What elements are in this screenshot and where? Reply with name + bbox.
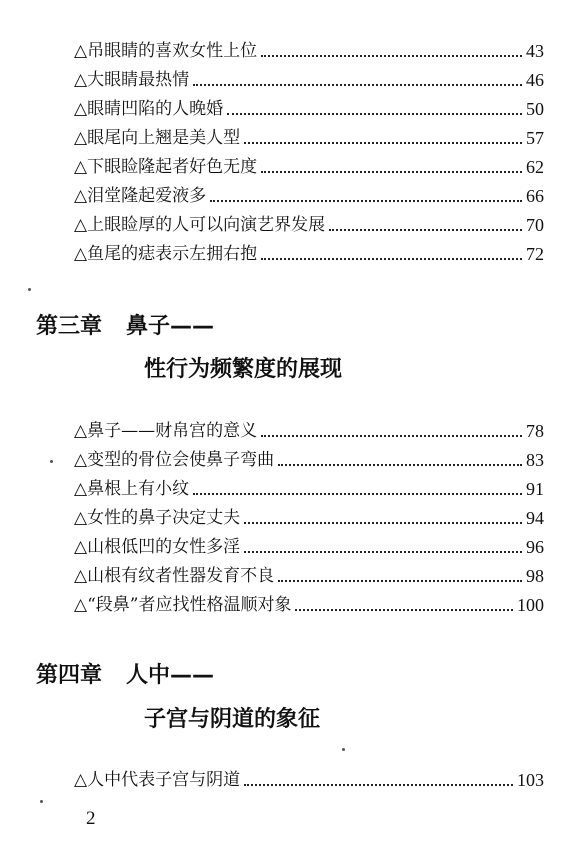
toc-entry-title: △“段鼻”者应找性格温顺对象 (74, 595, 292, 615)
toc-entry-page: 50 (526, 99, 544, 119)
toc-entry-page: 78 (526, 421, 544, 441)
toc-entry (74, 239, 544, 265)
scan-speck (40, 800, 43, 803)
toc-entry-title: △女性的鼻子决定丈夫 (74, 508, 241, 528)
toc-entry (74, 474, 544, 500)
toc-entry-title: △人中代表子宫与阴道 (74, 770, 241, 790)
toc-entry-title: △下眼睑隆起者好色无度 (74, 157, 258, 177)
toc-entry-title: △鼻根上有小纹 (74, 479, 190, 499)
toc-entry (74, 94, 544, 120)
toc-entry (74, 416, 544, 442)
toc-entry-page: 103 (517, 770, 544, 790)
toc-entry-page: 62 (526, 157, 544, 177)
toc-entry-page: 70 (526, 215, 544, 235)
dot-leader (261, 257, 522, 260)
toc-entry-title: △吊眼睛的喜欢女性上位 (74, 41, 258, 61)
dot-leader (261, 54, 522, 57)
toc-entry (74, 503, 544, 529)
dot-leader (278, 579, 522, 582)
toc-entry (74, 152, 544, 178)
toc-entry-page: 94 (526, 508, 544, 528)
dot-leader (295, 608, 513, 611)
toc-entry (74, 210, 544, 236)
toc-entry-page: 57 (526, 128, 544, 148)
toc-entry-title: △鱼尾的痣表示左拥右抱 (74, 244, 258, 264)
toc-entry-page: 98 (526, 566, 544, 586)
toc-entry (74, 561, 544, 587)
toc-entry-page: 72 (526, 244, 544, 264)
dot-leader (244, 783, 513, 786)
scan-speck (28, 288, 31, 291)
toc-entry-page: 43 (526, 41, 544, 61)
chapter-label: 第四章 (36, 663, 103, 688)
toc-entry-title: △大眼睛最热情 (74, 70, 190, 90)
dot-leader (227, 112, 522, 115)
dot-leader (193, 492, 522, 495)
dot-leader (210, 199, 522, 202)
chapter-title: 人中—— (126, 663, 215, 688)
toc-entry-page: 83 (526, 450, 544, 470)
chapter-heading (36, 313, 214, 341)
toc-entry-title: △眼尾向上翘是美人型 (74, 128, 241, 148)
dot-leader (261, 434, 522, 437)
toc-entry (74, 181, 544, 207)
toc-entry (74, 445, 544, 471)
toc-entry (74, 532, 544, 558)
toc-entry-title: △上眼睑厚的人可以向演艺界发展 (74, 215, 326, 235)
dot-leader (244, 521, 522, 524)
toc-entry-page: 46 (526, 70, 544, 90)
toc-entry (74, 36, 544, 62)
chapter-subtitle: 性行为频繁度的展现 (144, 357, 343, 382)
toc-entry-title: △眼睛凹陷的人晚婚 (74, 99, 224, 119)
toc-entry (74, 765, 544, 791)
scan-speck (342, 748, 345, 751)
chapter-heading (36, 662, 214, 690)
dot-leader (278, 463, 522, 466)
scan-speck (50, 460, 53, 463)
chapter-title: 鼻子—— (126, 314, 215, 339)
toc-entry-page: 100 (517, 595, 544, 615)
toc-entry-title: △山根有纹者性器发育不良 (74, 566, 275, 586)
dot-leader (193, 83, 522, 86)
dot-leader (329, 228, 522, 231)
chapter-label: 第三章 (36, 314, 103, 339)
toc-entry-page: 66 (526, 186, 544, 206)
toc-entry (74, 65, 544, 91)
toc-entry-title: △泪堂隆起爱液多 (74, 186, 207, 206)
dot-leader (261, 170, 522, 173)
dot-leader (244, 141, 522, 144)
chapter-subtitle: 子宫与阴道的象征 (144, 707, 321, 732)
toc-entry-title: △变型的骨位会使鼻子弯曲 (74, 450, 275, 470)
page-number: 2 (86, 808, 96, 829)
toc-entry (74, 123, 544, 149)
toc-entry-page: 96 (526, 537, 544, 557)
toc-entry-title: △鼻子——财帛宫的意义 (74, 421, 258, 441)
toc-entry-title: △山根低凹的女性多淫 (74, 537, 241, 557)
toc-entry-page: 91 (526, 479, 544, 499)
dot-leader (244, 550, 522, 553)
toc-entry (74, 590, 544, 616)
